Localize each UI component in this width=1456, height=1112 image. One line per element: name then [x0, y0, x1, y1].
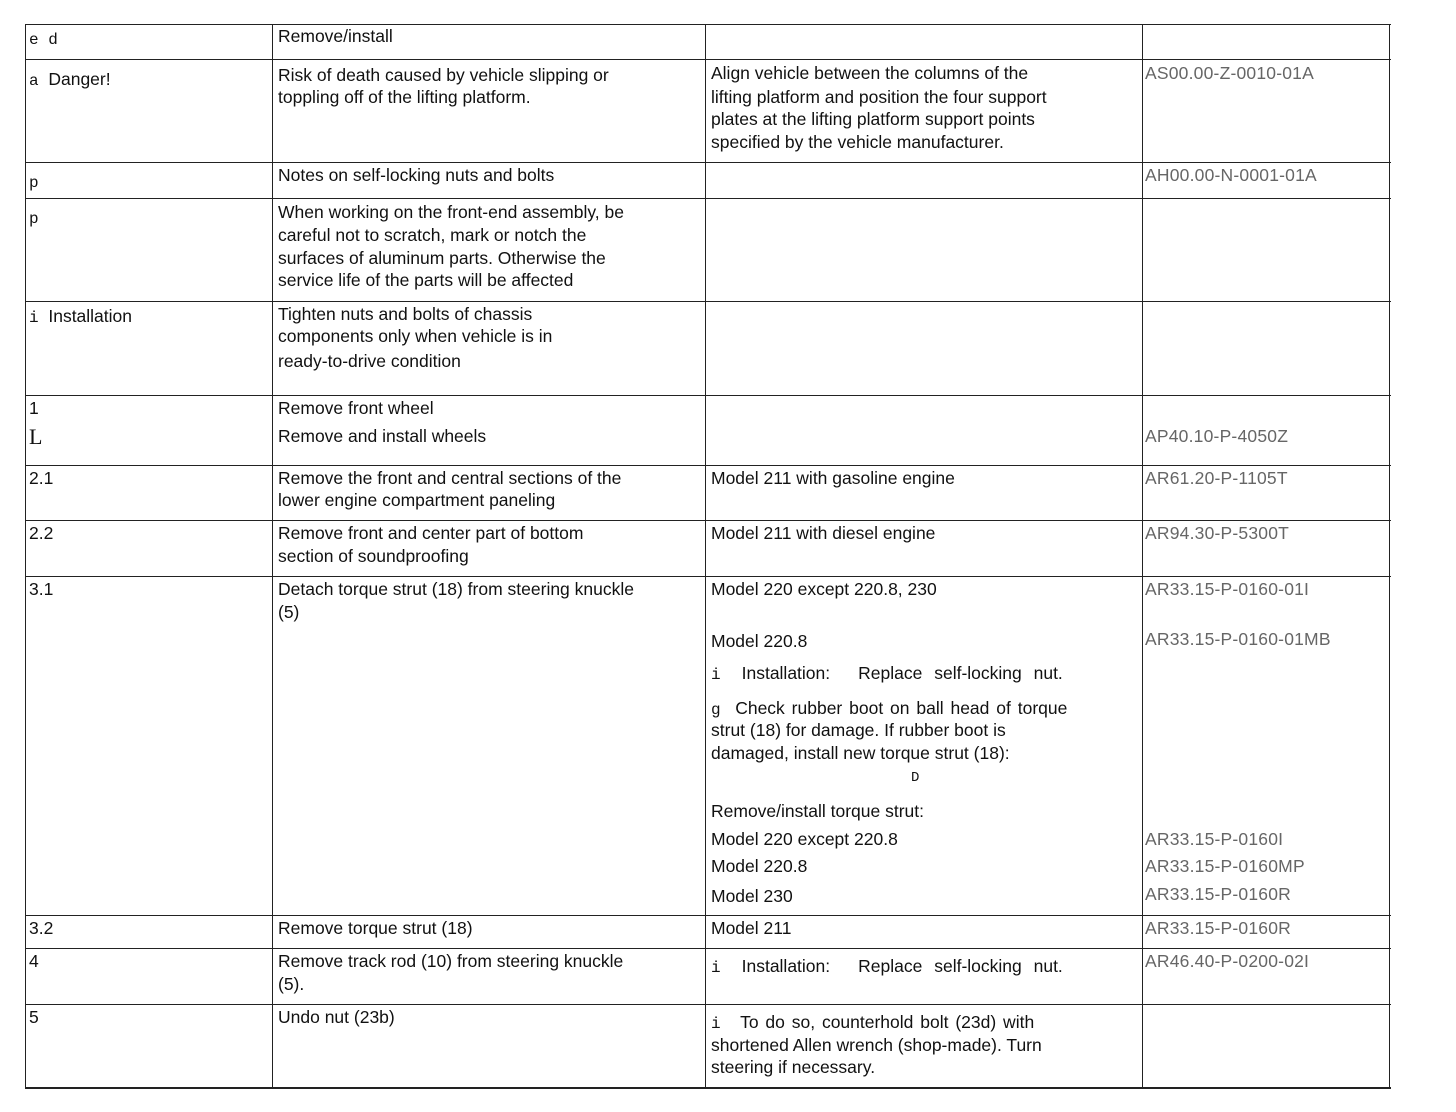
- step-number: 2.2: [29, 523, 54, 543]
- doc-reference: AR33.15-P-0160-01MB: [1145, 629, 1331, 649]
- step-text: Remove front wheel: [278, 398, 434, 418]
- table-rule: [25, 576, 1391, 577]
- danger-icon: a: [29, 72, 39, 90]
- doc-reference: AR46.40-P-0200-02I: [1145, 951, 1310, 971]
- note-text: Model 220 except 220.8: [711, 829, 898, 849]
- table-rule: [25, 24, 1391, 25]
- note-text: steering if necessary.: [711, 1057, 876, 1077]
- table-rule: [272, 24, 273, 1089]
- check-icon: g: [711, 701, 721, 719]
- danger-label: a Danger!: [29, 69, 111, 90]
- note-text: lifting platform and position the four support: [711, 87, 1047, 107]
- doc-reference: AR33.15-P-0160I: [1145, 829, 1284, 849]
- doc-reference: AR94.30-P-5300T: [1145, 523, 1290, 543]
- step-text: Detach torque strut (18) from steering knuckle: [278, 579, 634, 599]
- step-text: Remove torque strut (18): [278, 918, 473, 938]
- note-text: specified by the vehicle manufacturer.: [711, 132, 1004, 152]
- step-text: Remove front and center part of bottom: [278, 523, 584, 543]
- step-text: ready-to-drive condition: [278, 351, 461, 371]
- doc-reference: AR61.20-P-1105T: [1145, 468, 1288, 488]
- step-text: Remove/install: [278, 26, 393, 46]
- table-rule: [25, 162, 1391, 163]
- notes-icon: p: [29, 210, 39, 228]
- step-text: service life of the parts will be affected: [278, 270, 574, 290]
- note-text: strut (18) for damage. If rubber boot is: [711, 720, 1006, 740]
- step-text: Remove and install wheels: [278, 426, 487, 446]
- info-icon: i: [711, 1015, 721, 1033]
- step-number: 3.2: [29, 918, 54, 938]
- table-rule: [1142, 24, 1143, 1089]
- doc-reference: AR33.15-P-0160R: [1145, 884, 1291, 904]
- table-rule: [25, 24, 26, 1089]
- table-rule: [25, 59, 1391, 60]
- note-text: Model 211: [711, 918, 792, 938]
- step-text: section of soundproofing: [278, 546, 469, 566]
- doc-reference: AP40.10-P-4050Z: [1145, 426, 1289, 446]
- table-rule: [25, 1004, 1391, 1005]
- note-text: Model 220.8: [711, 631, 808, 651]
- info-icon: i: [711, 959, 721, 977]
- info-icon: i: [711, 666, 721, 684]
- table-rule: [25, 520, 1391, 521]
- step-text: Notes on self-locking nuts and bolts: [278, 165, 555, 185]
- table-rule: [1389, 24, 1390, 1089]
- table-rule: [25, 915, 1391, 916]
- row-marker: e d: [29, 31, 58, 49]
- doc-reference: AR33.15-P-0160MP: [1145, 856, 1305, 876]
- step-text: Remove the front and central sections of the: [278, 468, 622, 488]
- step-text: (5).: [278, 974, 305, 994]
- step-text: lower engine compartment paneling: [278, 490, 556, 510]
- info-icon: i: [29, 309, 39, 327]
- table-rule: [705, 24, 706, 1089]
- step-number: 2.1: [29, 468, 54, 488]
- step-text: careful not to scratch, mark or notch the: [278, 225, 587, 245]
- note-text: plates at the lifting platform support points: [711, 109, 1035, 129]
- installation-note: i Installation: Replace self-locking nut.: [711, 955, 1063, 980]
- table-rule: [25, 301, 1391, 302]
- note-text: Model 220.8: [711, 856, 808, 876]
- table-rule: [25, 1087, 1391, 1089]
- table-rule: [25, 395, 1391, 396]
- step-text: toppling off of the lifting platform.: [278, 87, 531, 107]
- check-note: g Check rubber boot on ball head of torque: [711, 698, 1068, 719]
- note-text: Model 211 with gasoline engine: [711, 468, 955, 488]
- installation-note: i Installation: Replace self-locking nut.: [711, 662, 1063, 687]
- note-text: Align vehicle between the columns of the: [711, 63, 1029, 83]
- note-text: damaged, install new torque strut (18):: [711, 743, 1010, 763]
- info-note: i To do so, counterhold bolt (23d) with: [711, 1012, 1035, 1033]
- doc-reference: AR33.15-P-0160-01I: [1145, 579, 1310, 599]
- step-text: Risk of death caused by vehicle slipping or: [278, 65, 609, 85]
- note-text: Model 211 with diesel engine: [711, 523, 936, 543]
- step-number: 4: [29, 951, 39, 971]
- doc-reference: AR33.15-P-0160R: [1145, 918, 1291, 938]
- doc-reference: AS00.00-Z-0010-01A: [1145, 63, 1314, 83]
- step-text: Undo nut (23b): [278, 1007, 395, 1027]
- step-number: 3.1: [29, 579, 54, 599]
- table-rule: [25, 198, 1391, 199]
- note-text: Model 230: [711, 886, 793, 906]
- link-icon: L: [29, 424, 43, 449]
- step-text: surfaces of aluminum parts. Otherwise the: [278, 248, 606, 268]
- step-text: When working on the front-end assembly, be: [278, 202, 624, 222]
- diagram-icon: D: [911, 770, 920, 786]
- note-text: Model 220 except 220.8, 230: [711, 579, 937, 599]
- note-text: Remove/install torque strut:: [711, 801, 925, 821]
- table-rule: [25, 948, 1391, 949]
- step-text: (5): [278, 602, 300, 622]
- installation-label: i Installation: [29, 306, 133, 327]
- doc-reference: AH00.00-N-0001-01A: [1145, 165, 1317, 185]
- step-text: Tighten nuts and bolts of chassis: [278, 304, 533, 324]
- table-rule: [25, 465, 1391, 466]
- notes-icon: p: [29, 174, 39, 192]
- step-number: 5: [29, 1007, 39, 1027]
- step-text: Remove track rod (10) from steering knuckle: [278, 951, 624, 971]
- note-text: shortened Allen wrench (shop-made). Turn: [711, 1035, 1042, 1055]
- step-text: components only when vehicle is in: [278, 326, 553, 346]
- step-number: 1: [29, 398, 39, 418]
